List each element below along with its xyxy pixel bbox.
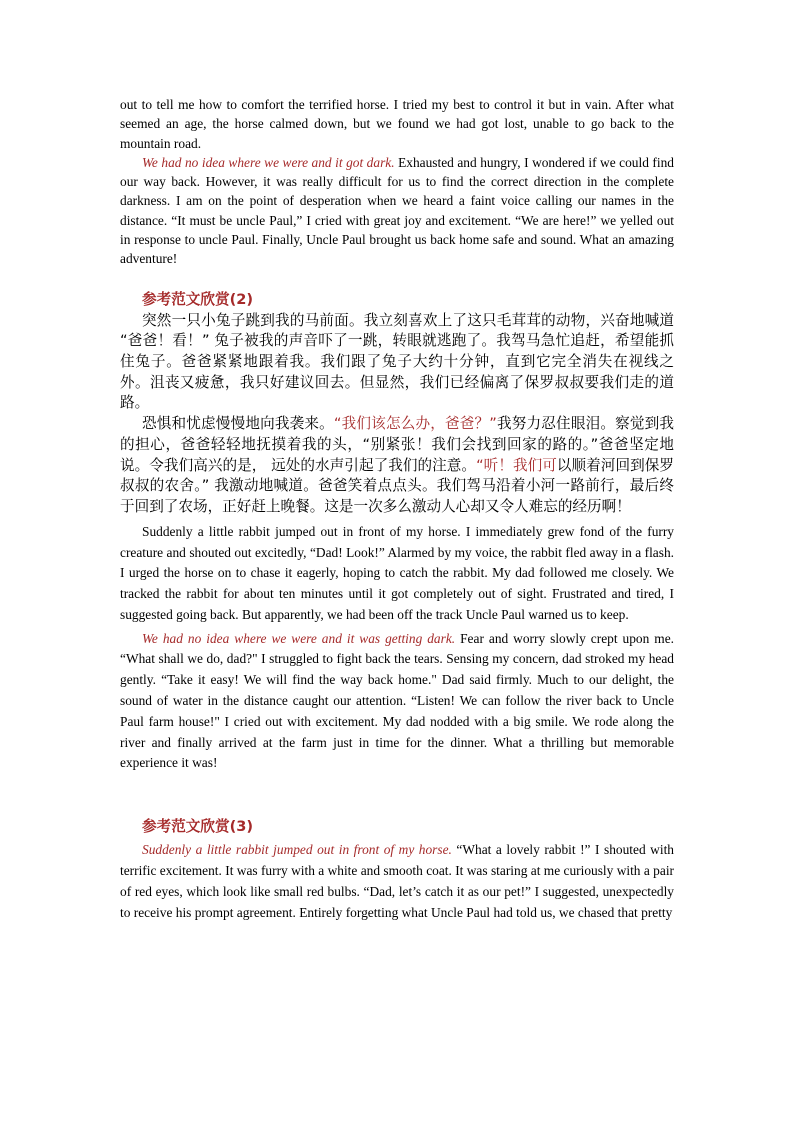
paragraph-text: Exhausted and hungry, I wondered if we could find our way back. However, it was really difficult for us to find the correct direction in the complete darkness. I am on the point of desperation when we heard a faint voice calling our names in the distance. “It must be uncle Paul,” I cried with great joy and excitement. “We are here!” we yelled out in response to uncle Paul. Finally, Uncle Paul brought us back home safe and sound. What an amazing adventure!	[120, 154, 674, 267]
story-paragraph	[120, 95, 674, 153]
key-sentence: We had no idea where we were and it was getting dark.	[142, 630, 456, 646]
section-heading: 参考范文欣赏(3)	[142, 818, 254, 836]
paragraph-text: 恐惧和忧虑慢慢地向我袭来。	[142, 415, 334, 433]
paragraph-text: 我努力忍住眼泪。察觉到我的担心，爸爸轻轻地抚摸着我的头，“别紧张！我们会找到回家的路的。”爸爸坚定地说。令我们高兴的是， 远处的水声引起了我们的注意。	[120, 415, 674, 474]
story-paragraph	[120, 629, 674, 775]
paragraph-text: out to tell me how to comfort the terrified horse. I tried my best to control it but in vain. After what seemed an age, the horse calmed down, but we found we had got lost, unable to go back to the mountain road.	[120, 97, 674, 151]
paragraph-text: Suddenly a little rabbit jumped out in front of my horse. I immediately grew fond of the furry creature and shouted out excitedly, “Dad! Look!” Alarmed by my voice, the rabbit fled away in a flash. I urged the horse on to chase it eagerly, hoping to catch the rabbit. My dad followed me closely. We tracked the rabbit for about ten minutes until it got completely out of sight. Frustrated and tired, I suggested going back. But apparently, we had been off the track Uncle Paul warned us to keep.	[120, 523, 674, 622]
paragraph-text: “What a lovely rabbit !” I shouted with terrific excitement. It was furry with a white and smooth coat. It was staring at me curiously with a pair of red eyes, which look like small red bulbs. “Dad, let’s catch it as our pet!” I suggested, unexpectedly to receive his prompt agreement. Entirely forgetting what Uncle Paul had told us, we chased that pretty	[120, 842, 674, 920]
chinese-paragraph	[120, 414, 674, 518]
story-paragraph	[120, 153, 674, 269]
highlight-quote: “我们该怎么办，爸爸？”	[333, 415, 497, 433]
paragraph-text: Fear and worry slowly crept upon me. “What shall we do, dad?" I struggled to fight back the tears. Sensing my concern, dad stroked my head gently. “Take it easy! We will find the way back home." Dad said firmly. Much to our delight, the sound of water in the distance caught our attention. “Listen! We can follow the river back to Uncle Paul farm house!" I cried out with excitement. My dad nodded with a big smile. We rode along the river and finally arrived at the farm just in time for the dinner. What a thrilling but memorable experience it was!	[120, 630, 674, 771]
story-paragraph	[120, 522, 674, 626]
key-sentence: We had no idea where we were and it got dark.	[142, 154, 395, 170]
section-heading: 参考范文欣赏(2)	[142, 290, 254, 308]
document-page	[120, 95, 674, 923]
paragraph-text: 以顺着河回到保罗叔叔的农舍。” 我激动地喊道。爸爸笑着点点头。我们驾马沿着小河一路前行，最后终于回到了农场，正好赶上晚餐。这是一次多么激动人心却又令人难忘的经历啊！	[120, 456, 674, 515]
chinese-paragraph	[120, 311, 674, 415]
story-paragraph	[120, 840, 674, 923]
paragraph-text: 突然一只小兔子跳到我的马前面。我立刻喜欢上了这只毛茸茸的动物，兴奋地喊道 “爸爸！看！” 兔子被我的声音吓了一跳，转眼就逃跑了。我驾马急忙追赶，希望能抓住兔子。爸爸紧紧地跟着我。我们跟了兔子大约十分钟，直到它完全消失在视线之外。沮丧又疲惫，我只好建议回去。但显然，我们已经偏离了保罗叔叔要我们走的道路。	[120, 311, 674, 412]
key-sentence: Suddenly a little rabbit jumped out in front of my horse.	[142, 842, 452, 858]
highlight-quote: “听！我们可	[476, 456, 557, 474]
